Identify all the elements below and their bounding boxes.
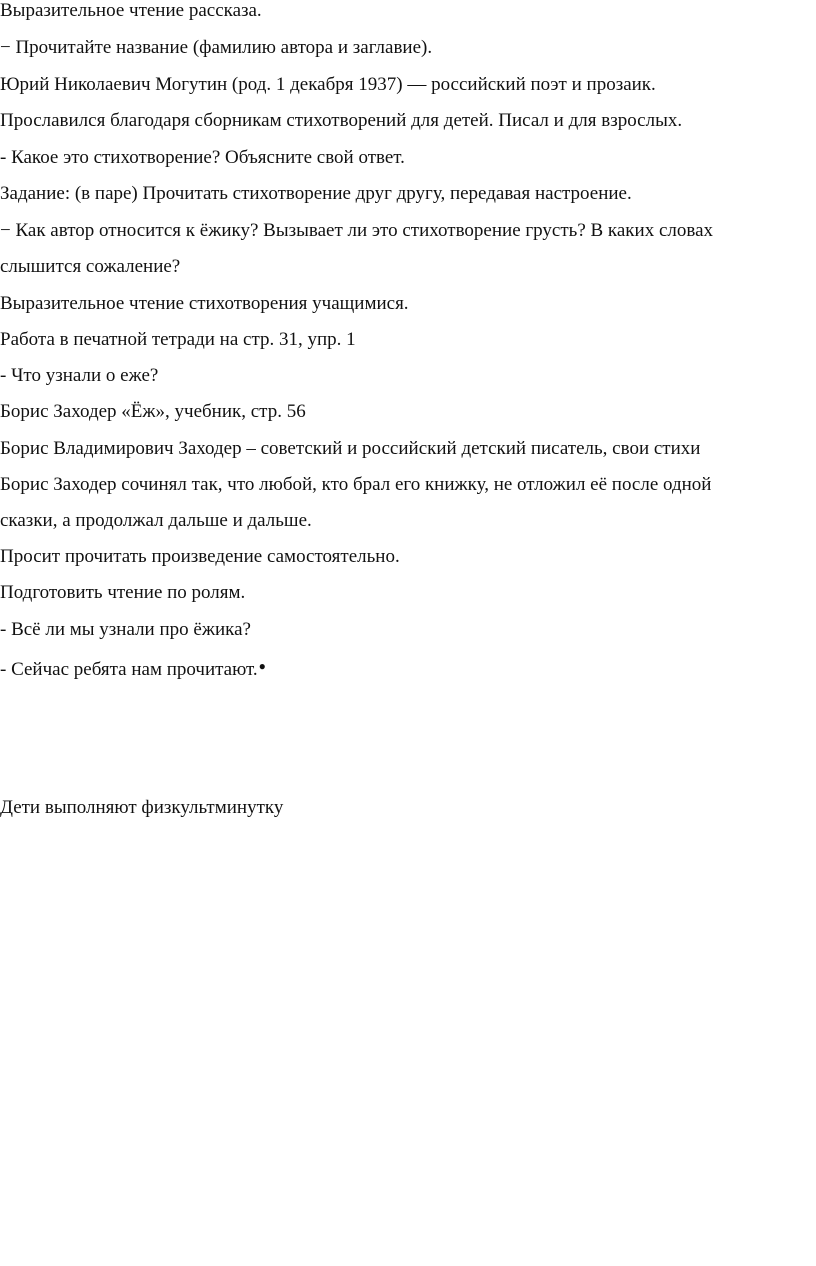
text-line: - Сейчас ребята нам прочитают. <box>0 659 258 680</box>
text-line-with-bullet <box>0 653 266 683</box>
bullet-icon: ● <box>258 659 266 673</box>
text-line: - Всё ли мы узнали про ёжика? <box>0 619 251 640</box>
text-line: Борис Владимирович Заходер – советский и российский детский писатель, свои стихи <box>0 438 701 459</box>
text-line: − Как автор относится к ёжику? Вызывает ли это стихотворение грусть? В каких словах <box>0 220 714 241</box>
text-line: Задание: (в паре) Прочитать стихотворение друг другу, передавая настроение. <box>0 183 632 204</box>
text-line: Прославился благодаря сборникам стихотворений для детей. Писал и для взрослых. <box>0 110 683 131</box>
text-line: сказки, а продолжал дальше и дальше. <box>0 510 312 531</box>
text-line: Работа в печатной тетради на стр. 31, упр. 1 <box>0 329 356 350</box>
text-line: Борис Заходер сочинял так, что любой, кто брал его книжку, не отложил её после одной <box>0 474 712 495</box>
text-line: Выразительное чтение стихотворения учащимися. <box>0 293 409 314</box>
text-line: Выразительное чтение рассказа. <box>0 0 262 21</box>
text-line: − Прочитайте название (фамилию автора и заглавие). <box>0 37 433 58</box>
text-line: Борис Заходер «Ёж», учебник, стр. 56 <box>0 401 306 422</box>
closing-line: Дети выполняют физкультминутку <box>0 797 284 818</box>
text-line: - Что узнали о еже? <box>0 365 159 386</box>
text-line: Просит прочитать произведение самостоятельно. <box>0 546 400 567</box>
text-line: - Какое это стихотворение? Объясните свой ответ. <box>0 147 405 168</box>
text-line: слышится сожаление? <box>0 256 181 277</box>
text-line: Подготовить чтение по ролям. <box>0 582 246 603</box>
text-line: Юрий Николаевич Могутин (род. 1 декабря 1937) — российский поэт и прозаик. <box>0 74 656 95</box>
